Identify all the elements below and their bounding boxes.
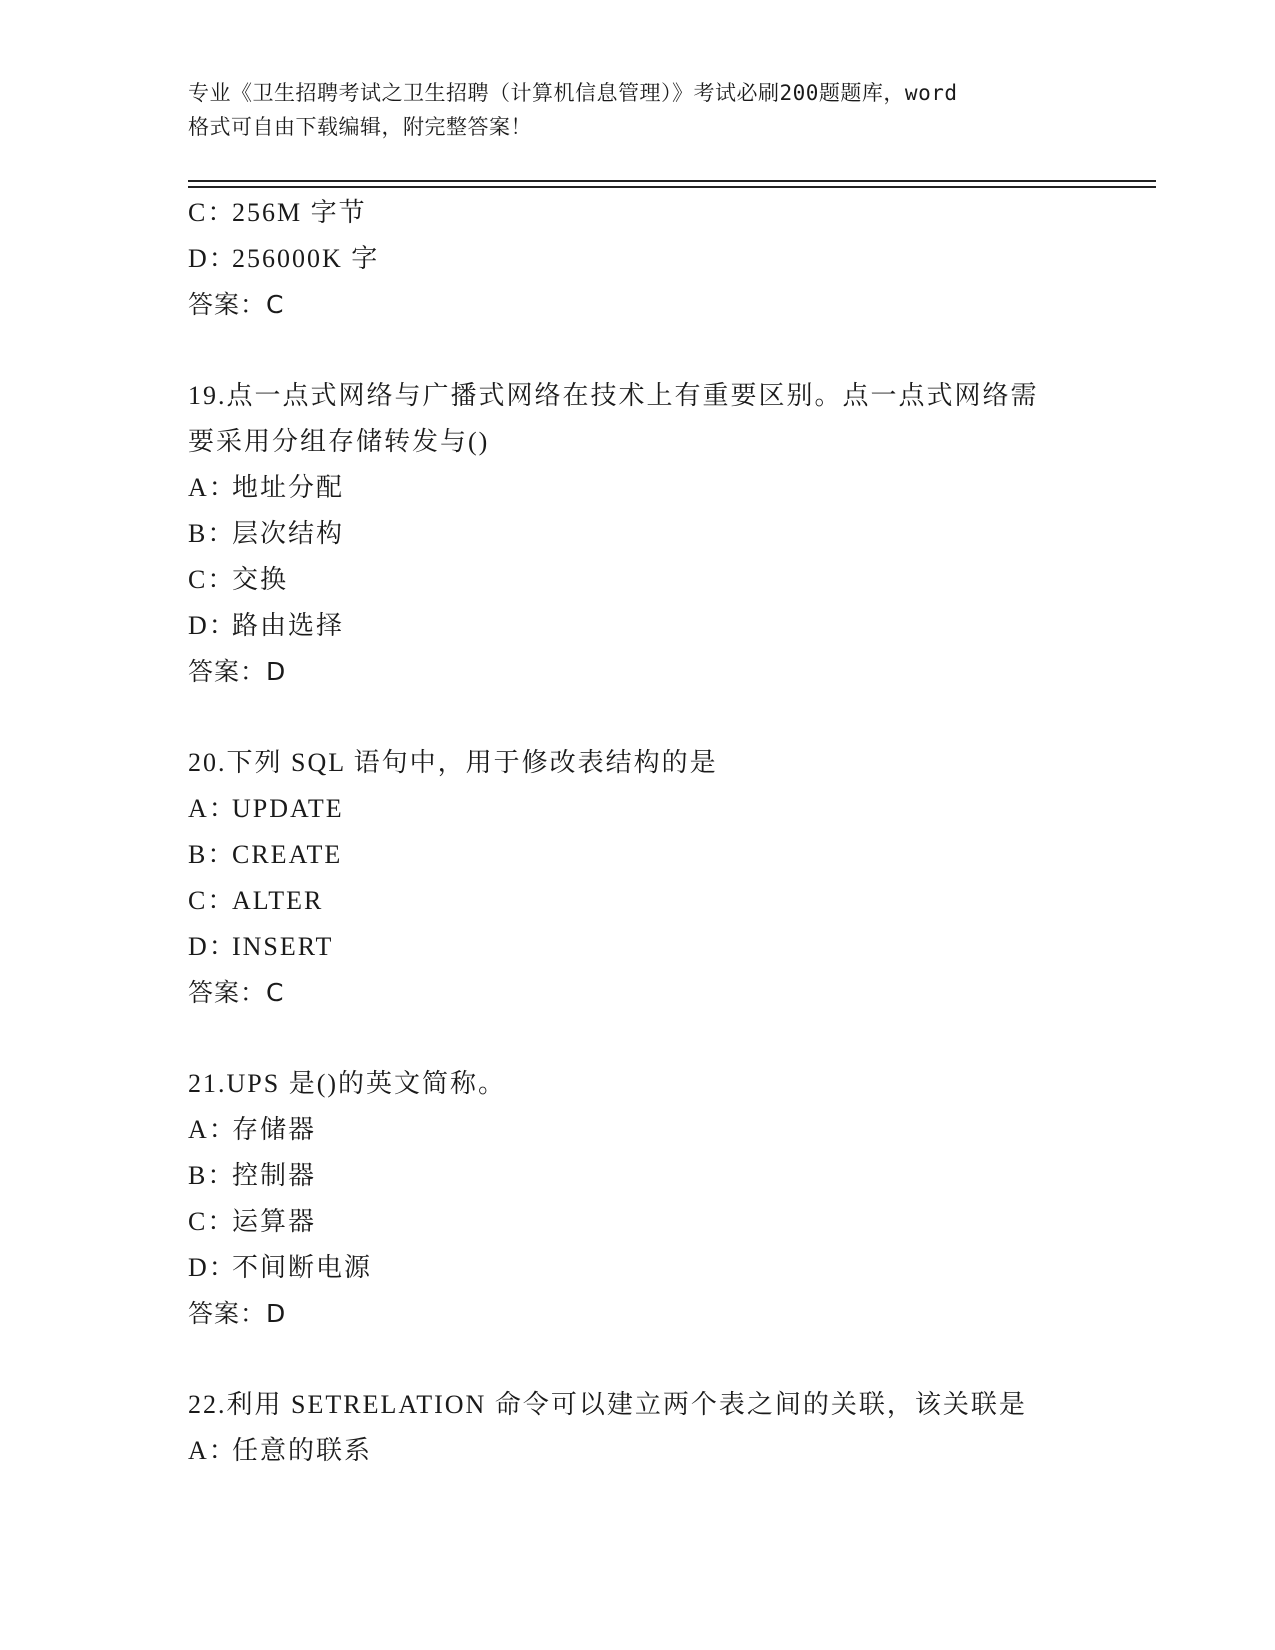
option-d xyxy=(188,1245,1148,1291)
question-stem: 20.下列 SQL 语句中，用于修改表结构的是 xyxy=(188,748,718,777)
option-label: A： xyxy=(188,1436,237,1465)
option-d xyxy=(188,603,1148,649)
option-c xyxy=(188,190,1148,236)
option-c xyxy=(188,878,1148,924)
option-label: D： xyxy=(188,611,237,640)
option-text: 256M 字节 xyxy=(232,198,367,227)
option-text: UPDATE xyxy=(232,794,344,823)
option-text: 控制器 xyxy=(232,1161,317,1190)
option-label: D： xyxy=(188,1253,237,1282)
option-text: 交换 xyxy=(232,565,289,594)
question-stem: 21.UPS 是()的英文简称。 xyxy=(188,1069,507,1098)
option-label: D： xyxy=(188,932,237,961)
question-21 xyxy=(188,1061,1148,1337)
option-a xyxy=(188,1107,1148,1153)
answer-line: 答案：D xyxy=(188,1299,287,1328)
option-b xyxy=(188,1153,1148,1199)
option-text: INSERT xyxy=(232,932,334,961)
question-19 xyxy=(188,373,1148,695)
question-list xyxy=(188,190,1148,1474)
option-text: 路由选择 xyxy=(232,611,345,640)
header-line-1: 专业《卫生招聘考试之卫生招聘（计算机信息管理）》考试必刷200题题库，word xyxy=(188,81,958,105)
option-label: A： xyxy=(188,1115,237,1144)
question-22 xyxy=(188,1382,1148,1474)
option-text: 运算器 xyxy=(232,1207,317,1236)
option-text: ALTER xyxy=(232,886,324,915)
option-c xyxy=(188,557,1148,603)
answer-line: 答案：C xyxy=(188,978,285,1007)
option-d xyxy=(188,236,1148,282)
option-c xyxy=(188,1199,1148,1245)
option-text: 不间断电源 xyxy=(232,1253,373,1282)
option-a xyxy=(188,465,1148,511)
option-d xyxy=(188,924,1148,970)
question-stem-continued: 要采用分组存储转发与() xyxy=(188,427,490,456)
option-label: B： xyxy=(188,840,236,869)
option-text: 层次结构 xyxy=(232,519,345,548)
option-text: 存储器 xyxy=(232,1115,317,1144)
option-b xyxy=(188,511,1148,557)
option-text: 地址分配 xyxy=(232,473,345,502)
option-text: CREATE xyxy=(232,840,343,869)
option-text: 任意的联系 xyxy=(232,1436,373,1465)
header-line-2: 格式可自由下载编辑，附完整答案！ xyxy=(188,115,532,139)
header-divider-bottom xyxy=(188,186,1156,188)
question-stem: 19.点一点式网络与广播式网络在技术上有重要区别。点一点式网络需 xyxy=(188,381,1039,410)
option-label: C： xyxy=(188,198,236,227)
option-b xyxy=(188,832,1148,878)
option-label: D： xyxy=(188,244,237,273)
option-label: B： xyxy=(188,1161,236,1190)
option-a xyxy=(188,1428,1148,1474)
option-a xyxy=(188,786,1148,832)
option-label: A： xyxy=(188,794,237,823)
option-label: A： xyxy=(188,473,237,502)
document-header xyxy=(188,76,1088,144)
option-label: C： xyxy=(188,886,236,915)
option-text: 256000K 字 xyxy=(232,244,380,273)
option-label: C： xyxy=(188,1207,236,1236)
question-18-continued xyxy=(188,190,1148,328)
question-20 xyxy=(188,740,1148,1016)
option-label: B： xyxy=(188,519,236,548)
header-divider-top xyxy=(188,180,1156,182)
question-stem: 22.利用 SETRELATION 命令可以建立两个表之间的关联，该关联是 xyxy=(188,1390,1027,1419)
option-label: C： xyxy=(188,565,236,594)
answer-line: 答案：D xyxy=(188,657,287,686)
answer-line: 答案：C xyxy=(188,290,285,319)
